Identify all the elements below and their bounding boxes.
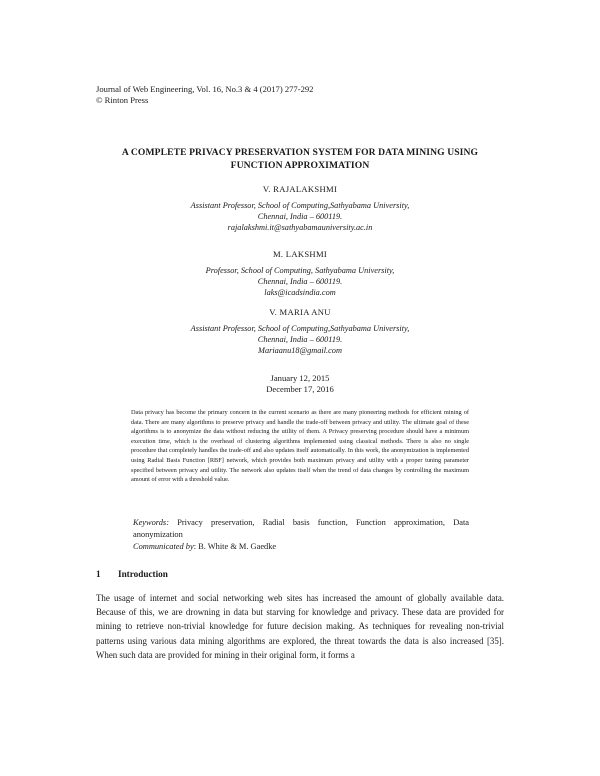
section-number: 1 — [96, 569, 101, 579]
keywords-label: Keywords: — [133, 518, 169, 527]
title-line-1: A COMPLETE PRIVACY PRESERVATION SYSTEM FOR DATA MINING USING — [121, 147, 479, 158]
author-name: V. RAJALAKSHMI — [262, 184, 338, 194]
author-name: M. LAKSHMI — [272, 249, 328, 259]
author-location: Chennai, India – 600119. — [257, 212, 343, 221]
revised-date: December 17, 2016 — [266, 384, 334, 394]
section-heading — [96, 568, 168, 580]
author-email[interactable]: Mariaanu18@gmail.com — [258, 346, 342, 355]
communicated-label: Communicated by — [133, 542, 194, 551]
author-affiliation: Professor, School of Computing, Sathyabama University, — [205, 266, 395, 275]
author-1 — [96, 184, 504, 233]
paper-dates — [96, 373, 504, 395]
journal-header — [96, 84, 313, 106]
communicated-by — [133, 541, 276, 553]
paper-title — [96, 146, 504, 172]
keywords-text: Privacy preservation, Radial basis function, Function approximation, Data anonymization — [133, 518, 470, 539]
keywords — [133, 517, 469, 541]
author-affiliation: Assistant Professor, School of Computing,Sathyabama University, — [190, 324, 410, 333]
communicated-text: : B. White & M. Gaedke — [193, 542, 277, 551]
author-email[interactable]: rajalakshmi.it@sathyabamauniversity.ac.in — [227, 223, 373, 232]
author-location: Chennai, India – 600119. — [257, 335, 343, 344]
author-2 — [96, 249, 504, 298]
copyright-line: © Rinton Press — [96, 95, 149, 105]
section-title: Introduction — [118, 569, 168, 579]
author-name: V. MARIA ANU — [269, 307, 331, 317]
abstract: Data privacy has become the primary concern in the current scenario as there are many pioneering methods for efficient mining of data. There are many algorithms to preserve privacy and handle the trade-off between privacy and utility. The ultimate goal of these algorithms is to anonymize the data without reducing the utility of them. A Privacy preserving procedure should have a minimum execution time, which is the overhead of clustering algorithms implemented using classical methods. There is also no single procedure that completely handles the trade-off and also updates itself automatically. In this work, the anonymization is implemented using Radial Basis Function [RBF] network, which provides both maximum privacy and utility with a proper tuning parameter specified between privacy and utility. The network also updates itself when the trend of data changes by controlling the maximum amount of error with a threshold value. — [131, 409, 469, 484]
intro-paragraph: The usage of internet and social networking web sites has increased the amount of globally available data. Because of this, we are drowning in data but starving for knowledge and privacy. These data are provided for mining to retrieve non-trivial knowledge for future decision making. As techniques for revealing non-trivial patterns using various data mining algorithms are explored, the threat towards the data is also increased [35]. When such data are provided for mining in their original form, it forms a — [96, 593, 504, 660]
journal-citation: Journal of Web Engineering, Vol. 16, No.3 & 4 (2017) 277-292 — [96, 84, 314, 94]
title-line-2: FUNCTION APPROXIMATION — [230, 160, 370, 171]
author-email[interactable]: laks@icadsindia.com — [264, 288, 336, 297]
received-date: January 12, 2015 — [270, 373, 330, 383]
author-affiliation: Assistant Professor, School of Computing,Sathyabama University, — [190, 201, 410, 210]
author-3 — [96, 307, 504, 356]
author-location: Chennai, India – 600119. — [257, 277, 343, 286]
